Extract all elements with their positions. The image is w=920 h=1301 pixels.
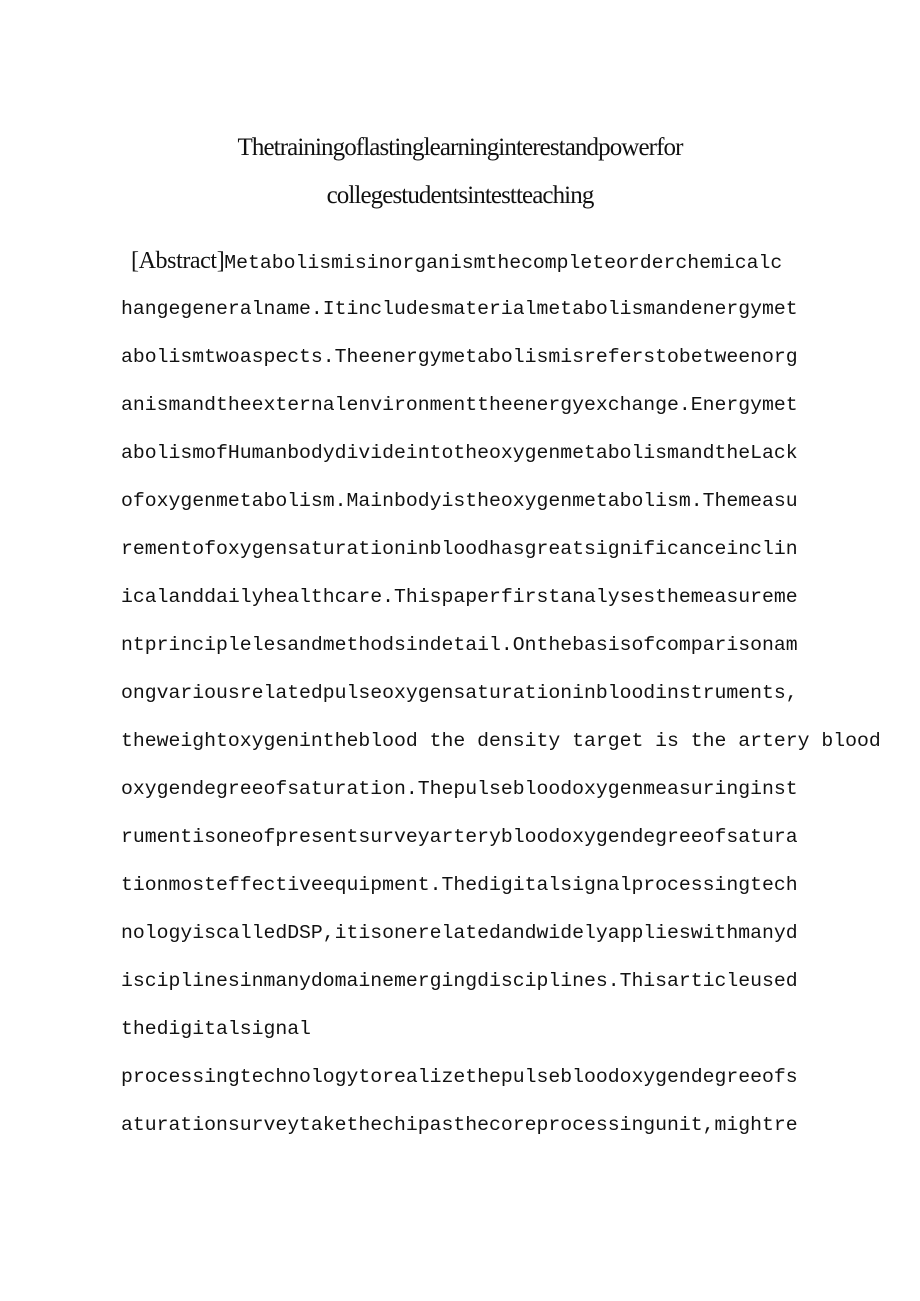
abstract-line: icalanddailyhealthcare.Thispaperfirstanalysesthemeasureme bbox=[121, 586, 798, 608]
abstract-line: thedigitalsignal bbox=[121, 1018, 311, 1040]
abstract-line: nologyiscalledDSP,itisonerelatedandwidelyapplieswithmanyd bbox=[121, 922, 798, 944]
abstract-line-text: Metabolismisinorganismthecompleteorderchemicalc bbox=[224, 252, 783, 274]
abstract-line: abolismofHumanbodydivideintotheoxygenmetabolismandtheLack bbox=[121, 442, 798, 464]
abstract-line: tionmosteffectiveequipment.Thedigitalsignalprocessingtech bbox=[121, 874, 798, 896]
abstract-line bbox=[121, 246, 786, 276]
abstract-line: abolismtwoaspects.Theenergymetabolismisreferstobetweenorg bbox=[121, 346, 798, 368]
abstract-line: oxygendegreeofsaturation.Thepulsebloodoxygenmeasuringinst bbox=[121, 778, 798, 800]
abstract-line: isciplinesinmanydomainemergingdisciplines.Thisarticleused bbox=[121, 970, 798, 992]
abstract-line: rumentisoneofpresentsurveyarterybloodoxygendegreeofsatura bbox=[121, 826, 798, 848]
abstract-line: theweightoxygenintheblood the density target is the artery blood bbox=[121, 730, 881, 752]
abstract-line: ntprinciplelesandmethodsindetail.Onthebasisofcomparisonam bbox=[121, 634, 798, 656]
document-title-line-1: Thetrainingoflastinglearninginterestandpowerfor bbox=[237, 134, 683, 161]
abstract-line: rementofoxygensaturationinbloodhasgreatsignificanceinclin bbox=[121, 538, 798, 560]
abstract-line: aturationsurveytakethechipasthecoreprocessingunit,mightre bbox=[121, 1114, 798, 1136]
abstract-line: hangegeneralname.Itincludesmaterialmetabolismandenergymet bbox=[121, 298, 798, 320]
abstract-line: anismandtheexternalenvironmenttheenergyexchange.Energymet bbox=[121, 394, 798, 416]
abstract-line: processingtechnologytorealizethepulsebloodoxygendegreeofs bbox=[121, 1066, 798, 1088]
abstract-line: ofoxygenmetabolism.Mainbodyistheoxygenmetabolism.Themeasu bbox=[121, 490, 798, 512]
abstract-line: ongvariousrelatedpulseoxygensaturationinbloodinstruments, bbox=[121, 682, 798, 704]
abstract-label: [Abstract] bbox=[131, 248, 225, 274]
document-title-line-2: collegestudentsintestteaching bbox=[326, 182, 594, 209]
